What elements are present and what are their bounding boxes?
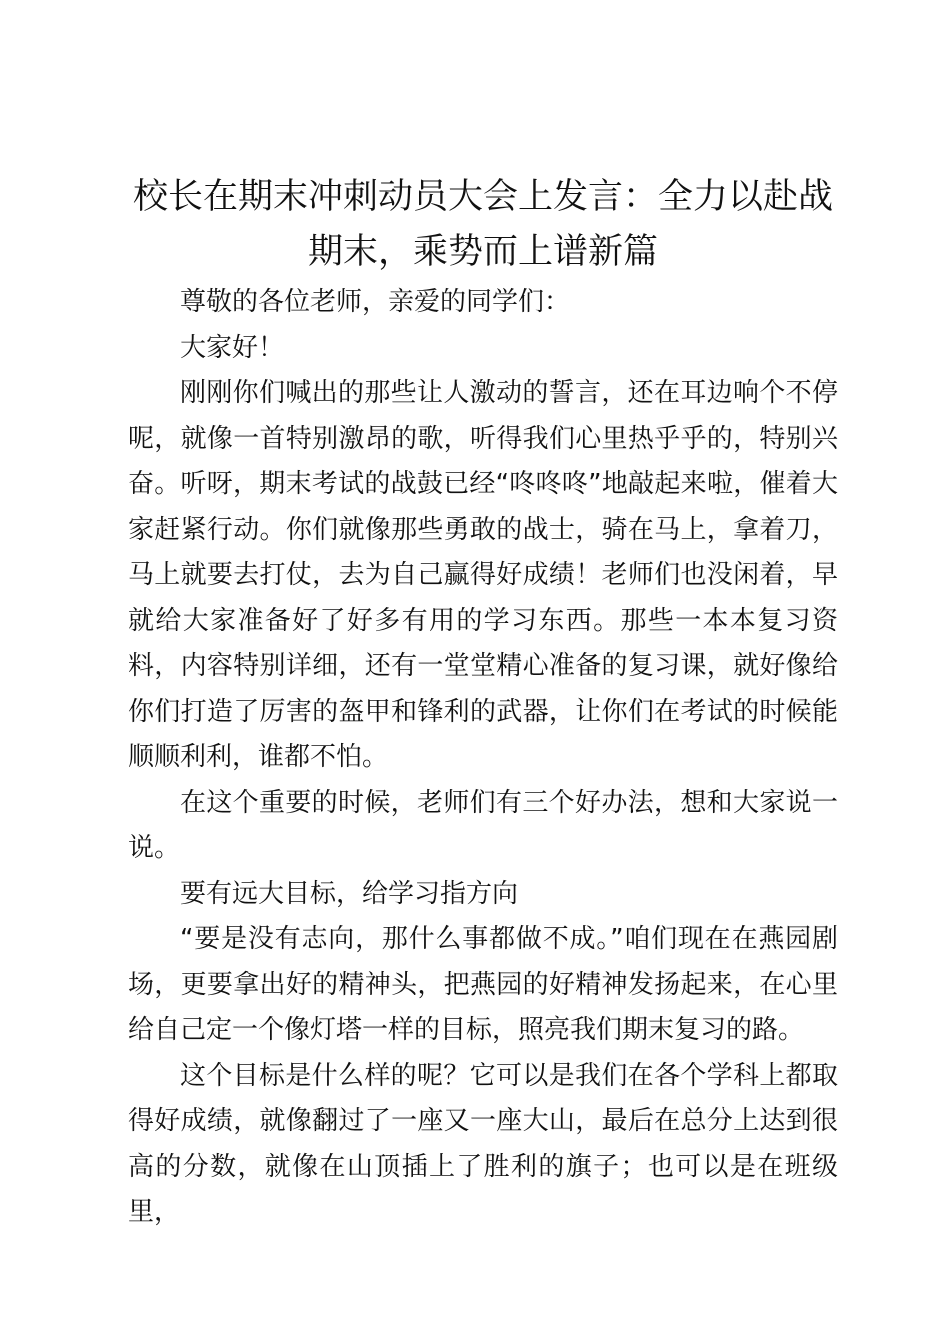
body-paragraph: 这个目标是什么样的呢？它可以是我们在各个学科上都取得好成绩，就像翻过了一座又一座大山，最后在总分上达到很高的分数，就像在山顶插上了胜利的旗子；也可以是在班级里， (128, 1060, 838, 1227)
section-heading: 要有远大目标，给学习指方向 (180, 878, 519, 909)
body-paragraph: 在这个重要的时候，老师们有三个好办法，想和大家说一说。 (128, 787, 838, 863)
body-paragraph: “要是没有志向，那什么事都做不成。”咱们现在在燕园剧场，更要拿出好的精神头，把燕园的好精神发扬起来，在心里给自己定一个像灯塔一样的目标，照亮我们期末复习的路。 (128, 924, 838, 1045)
document-body (128, 280, 838, 1236)
body-paragraph: 刚刚你们喊出的那些让人激动的誓言，还在耳边响个不停呢，就像一首特别激昂的歌，听得我们心里热乎乎的，特别兴奋。听呀，期末考试的战鼓已经“咚咚咚”地敲起来啦，催着大家赶紧行动。你们就像那些勇敢的战士，骑在马上，拿着刀，马上就要去打仗，去为自己赢得好成绩！老师们也没闲着，早就给大家准备好了好多有用的学习东西。那些一本本复习资料，内容特别详细，还有一堂堂精心准备的复习课，就好像给你们打造了厉害的盔甲和锋利的武器，让你们在考试的时候能顺顺利利，谁都不怕。 (128, 378, 838, 772)
document-page (128, 170, 838, 1236)
greeting-paragraph: 大家好！ (180, 332, 285, 363)
document-title: 校长在期末冲刺动员大会上发言：全力以赴战期末，乘势而上谱新篇 (132, 177, 833, 272)
salutation-paragraph: 尊敬的各位老师，亲爱的同学们： (180, 287, 571, 317)
